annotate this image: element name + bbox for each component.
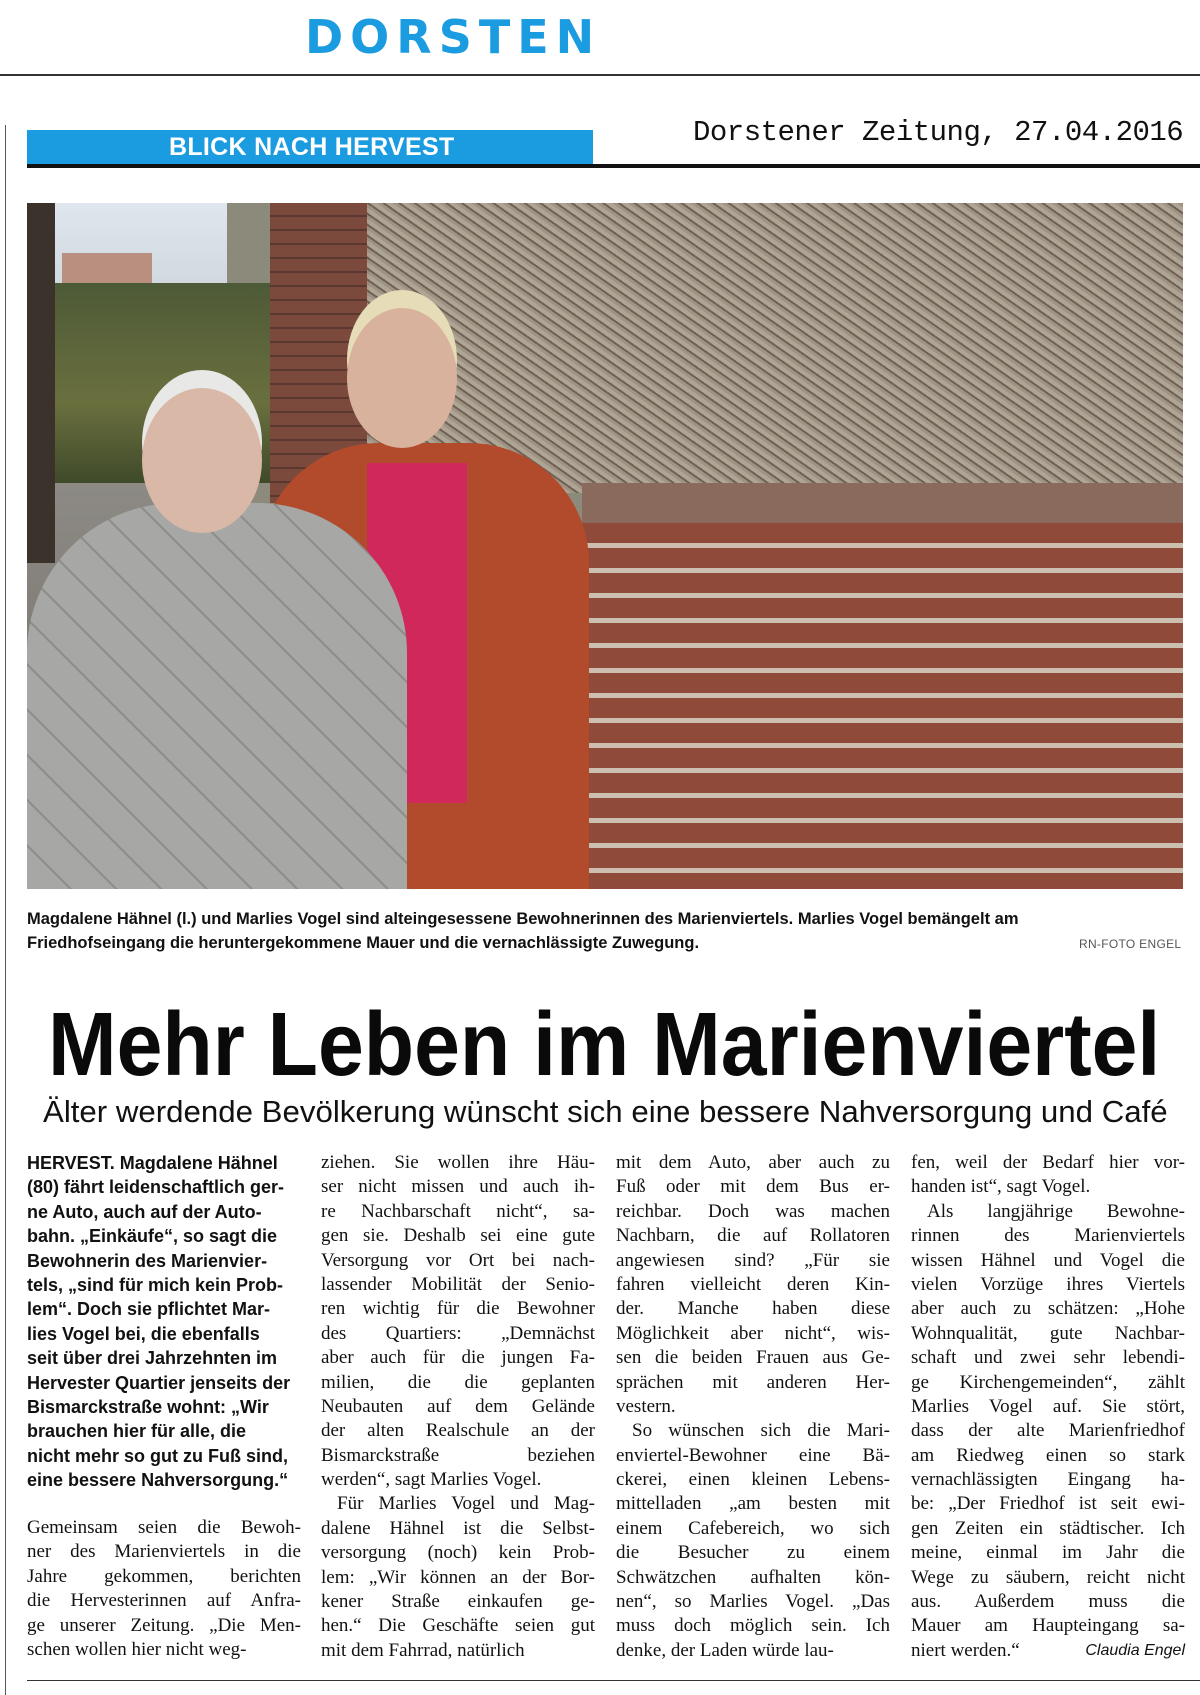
text-line: ckerei, einen kleinen Lebens- bbox=[616, 1469, 890, 1491]
text-line: aus. Außerdem muss die bbox=[911, 1591, 1185, 1613]
text-line: vernachlässigten Eingang ha- bbox=[911, 1469, 1185, 1491]
article-column-2 bbox=[321, 1151, 595, 1663]
text-line: mit dem Fahrrad, natürlich bbox=[321, 1639, 525, 1661]
text-line: seit über drei Jahrzehnten im bbox=[27, 1348, 278, 1369]
text-line: be: „Der Friedhof ist seit ewi- bbox=[911, 1493, 1185, 1515]
footer-divider bbox=[27, 1680, 1200, 1681]
text-line: Nachbarn, die auf Rollatoren bbox=[616, 1225, 890, 1247]
article-headline: Mehr Leben im Marienviertel bbox=[48, 995, 1161, 1095]
left-column-rule bbox=[5, 125, 6, 1695]
text-line: am Riedweg einen so stark bbox=[911, 1444, 1185, 1466]
article-column-4 bbox=[911, 1151, 1185, 1663]
text-line: lies Vogel bei, die ebenfalls bbox=[27, 1323, 260, 1344]
masthead-dorsten: DORSTEN bbox=[305, 10, 602, 64]
text-line: Neubauten auf dem Gelände bbox=[321, 1395, 595, 1417]
text-line: Schwätzchen aufhalten kön- bbox=[616, 1566, 890, 1588]
text-line: sen die beiden Frauen aus Ge- bbox=[616, 1347, 890, 1369]
text-line: nen“, so Marlies Vogel. „Das bbox=[616, 1591, 890, 1613]
author-byline: Claudia Engel bbox=[1085, 1641, 1185, 1659]
text-line: lem“. Doch sie pflichtet Mar- bbox=[27, 1299, 271, 1320]
text-line: dass der alte Marienfriedhof bbox=[911, 1420, 1185, 1442]
text-line: des Quartiers: „Demnächst bbox=[321, 1322, 595, 1344]
text-line: gen sie. Deshalb sei eine gute bbox=[321, 1225, 595, 1247]
text-line: aber auch zu schätzen: „Hohe bbox=[911, 1298, 1185, 1320]
text-line: fen, weil der Bedarf hier vor- bbox=[911, 1152, 1185, 1173]
text-line: mittelladen „am besten mit bbox=[616, 1493, 890, 1515]
text-line: So wünschen sich die Mari- bbox=[632, 1420, 890, 1442]
photo-credit: RN-FOTO ENGEL bbox=[1079, 937, 1182, 951]
text-line: Als langjährige Bewohne- bbox=[927, 1200, 1185, 1222]
text-line: werden“, sagt Marlies Vogel. bbox=[321, 1469, 542, 1491]
text-line: einem Cafebereich, wo sich bbox=[616, 1517, 890, 1539]
text-line: Für Marlies Vogel und Mag- bbox=[337, 1493, 595, 1515]
header-divider bbox=[0, 74, 1200, 76]
section-band bbox=[27, 130, 593, 164]
text-line: sprächen mit anderen Her- bbox=[616, 1371, 890, 1393]
photo-caption: Magdalene Hähnel (l.) und Marlies Vogel sind alteingesessene Bewohnerinnen des Marienviertels. Marlies Vogel bemängelt am Friedhofseingang die heruntergekommene Mauer und die vernachlässigte Zuwegung. bbox=[27, 910, 1019, 952]
text-line: der. Manche haben diese bbox=[616, 1298, 890, 1320]
article-photo bbox=[27, 203, 1183, 889]
text-line: kener Straße einkaufen ge- bbox=[321, 1591, 595, 1613]
text-line: ziehen. Sie wollen ihre Häu- bbox=[321, 1152, 595, 1173]
photo-woman-left-jacket bbox=[27, 503, 407, 889]
text-line: Versorgung vor Ort bei nach- bbox=[321, 1249, 595, 1271]
text-line: handen ist“, sagt Vogel. bbox=[911, 1176, 1091, 1198]
text-line: bahn. „Einkäufe“, so sagt die bbox=[27, 1226, 278, 1247]
text-line: Hervester Quartier jenseits der bbox=[27, 1372, 291, 1393]
text-line: eine bessere Nahversorgung.“ bbox=[27, 1470, 289, 1491]
text-line: gen Zeiten ein städtischer. Ich bbox=[911, 1517, 1185, 1539]
text-line: ner des Marienviertels in die bbox=[27, 1541, 301, 1563]
text-line: (80) fährt leidenschaftlich ger- bbox=[27, 1177, 285, 1198]
text-line: tels, „sind für mich kein Prob- bbox=[27, 1274, 284, 1295]
text-line: schen wollen hier nicht weg- bbox=[27, 1638, 247, 1660]
article-lead-column bbox=[27, 1151, 301, 1492]
text-line: denke, der Laden würde lau- bbox=[616, 1639, 834, 1661]
text-line: re Nachbarschaft nicht“, sa- bbox=[321, 1200, 595, 1222]
photo-wall-top bbox=[582, 483, 1183, 523]
text-line: rinnen des Marienviertels bbox=[911, 1225, 1185, 1247]
text-line: Fuß oder mit dem Bus er- bbox=[616, 1176, 890, 1198]
text-line: lem: „Wir können an der Bor- bbox=[321, 1566, 595, 1588]
text-line: vestern. bbox=[616, 1395, 676, 1417]
article-column-3 bbox=[616, 1151, 890, 1663]
article-subtitle: Älter werdende Bevölkerung wünscht sich eine bessere Nahversorgung und Café bbox=[43, 1094, 1168, 1129]
text-line: nicht mehr so gut zu Fuß sind, bbox=[27, 1445, 288, 1466]
text-line: Möglichkeit aber nicht“, wis- bbox=[616, 1322, 890, 1344]
section-band-label: BLICK NACH HERVEST bbox=[169, 133, 455, 161]
text-line: reichbar. Doch was machen bbox=[616, 1200, 890, 1222]
text-line: versorgung (noch) kein Prob- bbox=[321, 1542, 595, 1564]
text-line: HERVEST. Magdalene Hähnel bbox=[27, 1153, 278, 1173]
text-line: dalene Hähnel ist die Selbst- bbox=[321, 1517, 595, 1539]
text-line: mit dem Auto, aber auch zu bbox=[616, 1152, 890, 1173]
photo-tree-trunk bbox=[27, 203, 55, 563]
text-line: angewiesen sind? „Für sie bbox=[616, 1249, 890, 1271]
text-line: Gemeinsam seien die Bewoh- bbox=[27, 1517, 301, 1538]
photo-woman-left-head bbox=[142, 388, 262, 533]
photo-woman-right-head bbox=[347, 308, 457, 448]
section-divider bbox=[27, 164, 1200, 168]
text-line: die Hervesterinnen auf Anfra- bbox=[27, 1590, 301, 1612]
text-line: fahren vielleicht deren Kin- bbox=[616, 1273, 890, 1295]
text-line: ne Auto, auch auf der Auto- bbox=[27, 1201, 262, 1222]
text-line: brauchen hier für alle, die bbox=[27, 1421, 247, 1442]
text-line: der alten Realschule an der bbox=[321, 1420, 595, 1442]
text-line: ge Kirchengemeinden“, zählt bbox=[911, 1371, 1185, 1393]
text-line: Marlies Vogel auf. Sie stört, bbox=[911, 1395, 1185, 1417]
text-line: Bismarckstraße wohnt: „Wir bbox=[27, 1396, 269, 1417]
text-line: niert werden.“ Claudia Engel bbox=[911, 1639, 1185, 1663]
text-line: Bismarckstraße beziehen bbox=[321, 1444, 595, 1466]
text-line: Wohnqualität, gute Nachbar- bbox=[911, 1322, 1185, 1344]
text-line: Mauer am Haupteingang sa- bbox=[911, 1615, 1185, 1637]
text-line: Bewohnerin des Marienvier- bbox=[27, 1250, 268, 1271]
text-line: vielen Vorzüge ihres Viertels bbox=[911, 1273, 1185, 1295]
text-line: Jahre gekommen, berichten bbox=[27, 1565, 301, 1587]
text-line: milien, die die geplanten bbox=[321, 1371, 595, 1393]
article-column-1 bbox=[27, 1516, 301, 1662]
text-line: ge unserer Zeitung. „Die Men- bbox=[27, 1614, 301, 1636]
photo-brick-wall bbox=[567, 523, 1183, 889]
text-line: muss doch möglich sein. Ich bbox=[616, 1615, 890, 1637]
text-line: hen.“ Die Geschäfte seien gut bbox=[321, 1615, 595, 1637]
text-line: meine, einmal im Jahr die bbox=[911, 1542, 1185, 1564]
text-line: ren wichtig für die Bewohner bbox=[321, 1298, 595, 1320]
text-line: ser nicht missen und auch ih- bbox=[321, 1176, 595, 1198]
text-line: wissen Hähnel und Vogel die bbox=[911, 1249, 1185, 1271]
source-line: Dorstener Zeitung, 27.04.2016 bbox=[693, 116, 1184, 149]
text-line: enviertel-Bewohner eine Bä- bbox=[616, 1444, 890, 1466]
text-line: Wege zu säubern, reicht nicht bbox=[911, 1566, 1185, 1588]
text-line: aber auch für die jungen Fa- bbox=[321, 1347, 595, 1369]
text-line: schaft und zwei sehr lebendi- bbox=[911, 1347, 1185, 1369]
text-line: die Besucher zu einem bbox=[616, 1542, 890, 1564]
text-line: lassender Mobilität der Senio- bbox=[321, 1273, 595, 1295]
